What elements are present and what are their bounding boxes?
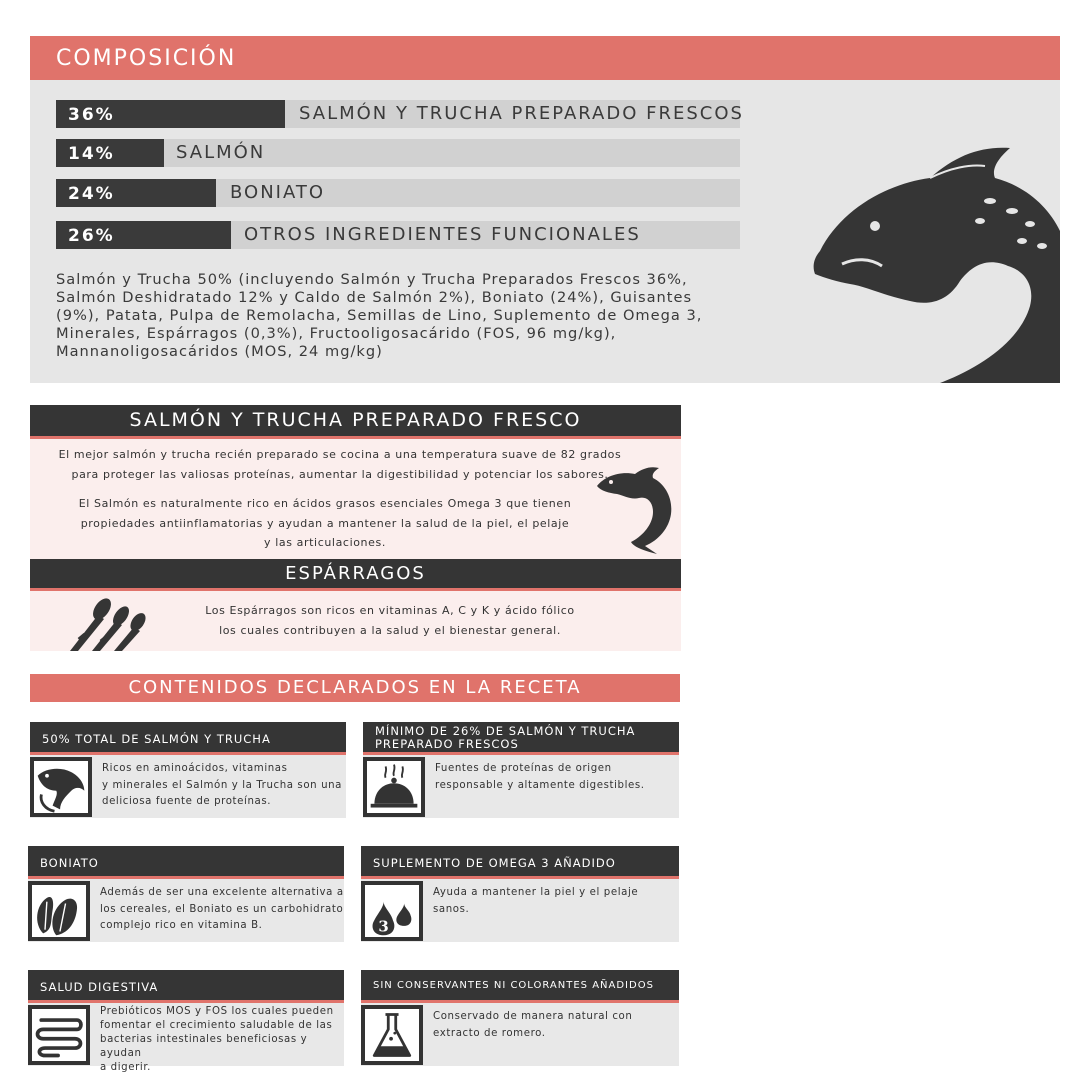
salmon-section-body [30,439,681,559]
bar-label: SALMÓN [176,142,266,163]
card-body [363,755,679,818]
ingredients-line: (9%), Patata, Pulpa de Remolacha, Semillas de Lino, Suplemento de Omega 3, [56,307,703,324]
text-line: extracto de romero. [433,1027,546,1039]
salmon-paragraph-2 [60,494,590,553]
fish-icon [30,757,92,817]
asparagus-section-title: ESPÁRRAGOS [30,559,681,591]
card-body [30,755,346,818]
composition-header [30,36,1060,80]
card-title: MÍNIMO DE 26% DE SALMÓN Y TRUCHA [375,724,636,738]
composition-panel [30,36,1060,383]
composition-bar [56,139,740,167]
text-line: responsable y altamente digestibles. [435,779,645,791]
text-line: deliciosa fuente de proteínas. [102,796,272,807]
ingredients-line: Salmón y Trucha 50% (incluyendo Salmón y Trucha Preparados Frescos 36%, [56,271,688,288]
card-body [361,879,679,942]
bar-percent: 24% [56,179,216,207]
bar-percent: 36% [56,100,285,128]
text-line: sanos. [433,903,470,915]
card-text [102,761,342,811]
omega3-drops-icon [361,881,423,941]
ingredients-line: Minerales, Espárragos (0,3%), Fructooligosacárido (FOS, 96 mg/kg), [56,325,617,342]
text-line: Los Espárragos son ricos en vitaminas A, C y K y ácido fólico [205,604,575,617]
asparagus-icon [70,597,150,651]
omega3-number: 3 [378,917,389,936]
text-line: para proteger las valiosas proteínas, aumentar la digestibilidad y potenciar los sabores. [71,467,609,481]
ingredients-line: Salmón Deshidratado 12% y Caldo de Salmón 2%), Boniato (24%), Guisantes [56,289,693,306]
salmon-silhouette-icon [780,106,1060,383]
composition-bar [56,179,740,207]
card-body [361,1003,679,1066]
text-line: bacterias intestinales beneficiosas y ayudan [100,1034,308,1059]
text-line: Prebióticos MOS y FOS los cuales pueden [100,1006,334,1017]
card-body [28,879,344,942]
flask-icon [361,1005,423,1065]
composition-bar [56,221,740,249]
bar-label: OTROS INGREDIENTES FUNCIONALES [244,224,641,245]
asparagus-text [160,601,620,640]
text-line: El mejor salmón y trucha recién preparado se cocina a una temperatura suave de 82 grados [58,448,622,461]
bar-label: SALMÓN Y TRUCHA PREPARADO FRESCOS [299,103,744,124]
bar-label: BONIATO [230,182,326,203]
intestine-icon [28,1005,90,1065]
bar-percent: 26% [56,221,231,249]
card-header [361,846,679,879]
bar-percent: 14% [56,139,164,167]
text-line: los cereales, el Boniato es un carbohidrato [100,903,344,915]
ingredients-text [56,271,756,361]
text-line: propiedades antiinflamatorias y ayudan a mantener la salud de la piel, el pelaje [80,516,570,530]
card-header [28,970,344,1003]
sweet-potato-icon [28,881,90,941]
text-line: Conservado de manera natural con [433,1011,633,1022]
salmon-paragraph-1 [30,445,650,484]
text-line: y las articulaciones. [264,536,386,549]
card-header [363,722,679,755]
composition-title: COMPOSICIÓN [56,46,237,71]
text-line: los cuales contribuyen a la salud y el bienestar general. [219,623,561,637]
ingredients-line: Mannanoligosacáridos (MOS, 24 mg/kg) [56,343,383,360]
card-header [28,846,344,879]
card-title: SALUD DIGESTIVA [40,980,159,994]
salmon-jumping-icon [595,466,675,554]
card-header [30,722,346,755]
text-line: a digerir. [100,1062,152,1073]
declared-contents-title: CONTENIDOS DECLARADOS EN LA RECETA [30,674,680,702]
card-title: 50% TOTAL DE SALMÓN Y TRUCHA [42,732,271,746]
card-text [433,1009,632,1042]
text-line: complejo rico en vitamina B. [100,920,263,931]
text-line: Además de ser una excelente alternativa a [100,887,344,898]
text-line: Fuentes de proteínas de origen [435,763,612,774]
card-title: SIN CONSERVANTES NI COLORANTES AÑADIDOS [373,980,654,991]
card-text [100,885,344,935]
text-line: Ricos en aminoácidos, vitaminas [102,763,288,774]
salmon-section-title: SALMÓN Y TRUCHA PREPARADO FRESCO [30,405,681,439]
card-title: PREPARADO FRESCOS [375,737,519,751]
text-line: y minerales el Salmón y la Trucha son una [102,779,343,791]
text-line: Ayuda a mantener la piel y el pelaje [433,887,639,898]
card-text [435,761,645,794]
text-line: fomentar el crecimiento saludable de las [100,1020,333,1031]
card-text [100,1005,344,1075]
composition-bar [56,100,744,128]
card-text [433,885,638,918]
card-header [361,970,679,1003]
cloche-icon [363,757,425,817]
card-title: SUPLEMENTO DE OMEGA 3 AÑADIDO [373,856,616,870]
text-line: El Salmón es naturalmente rico en ácidos grasos esenciales Omega 3 que tienen [78,497,572,510]
card-body [28,1003,344,1073]
card-title: BONIATO [40,856,99,870]
